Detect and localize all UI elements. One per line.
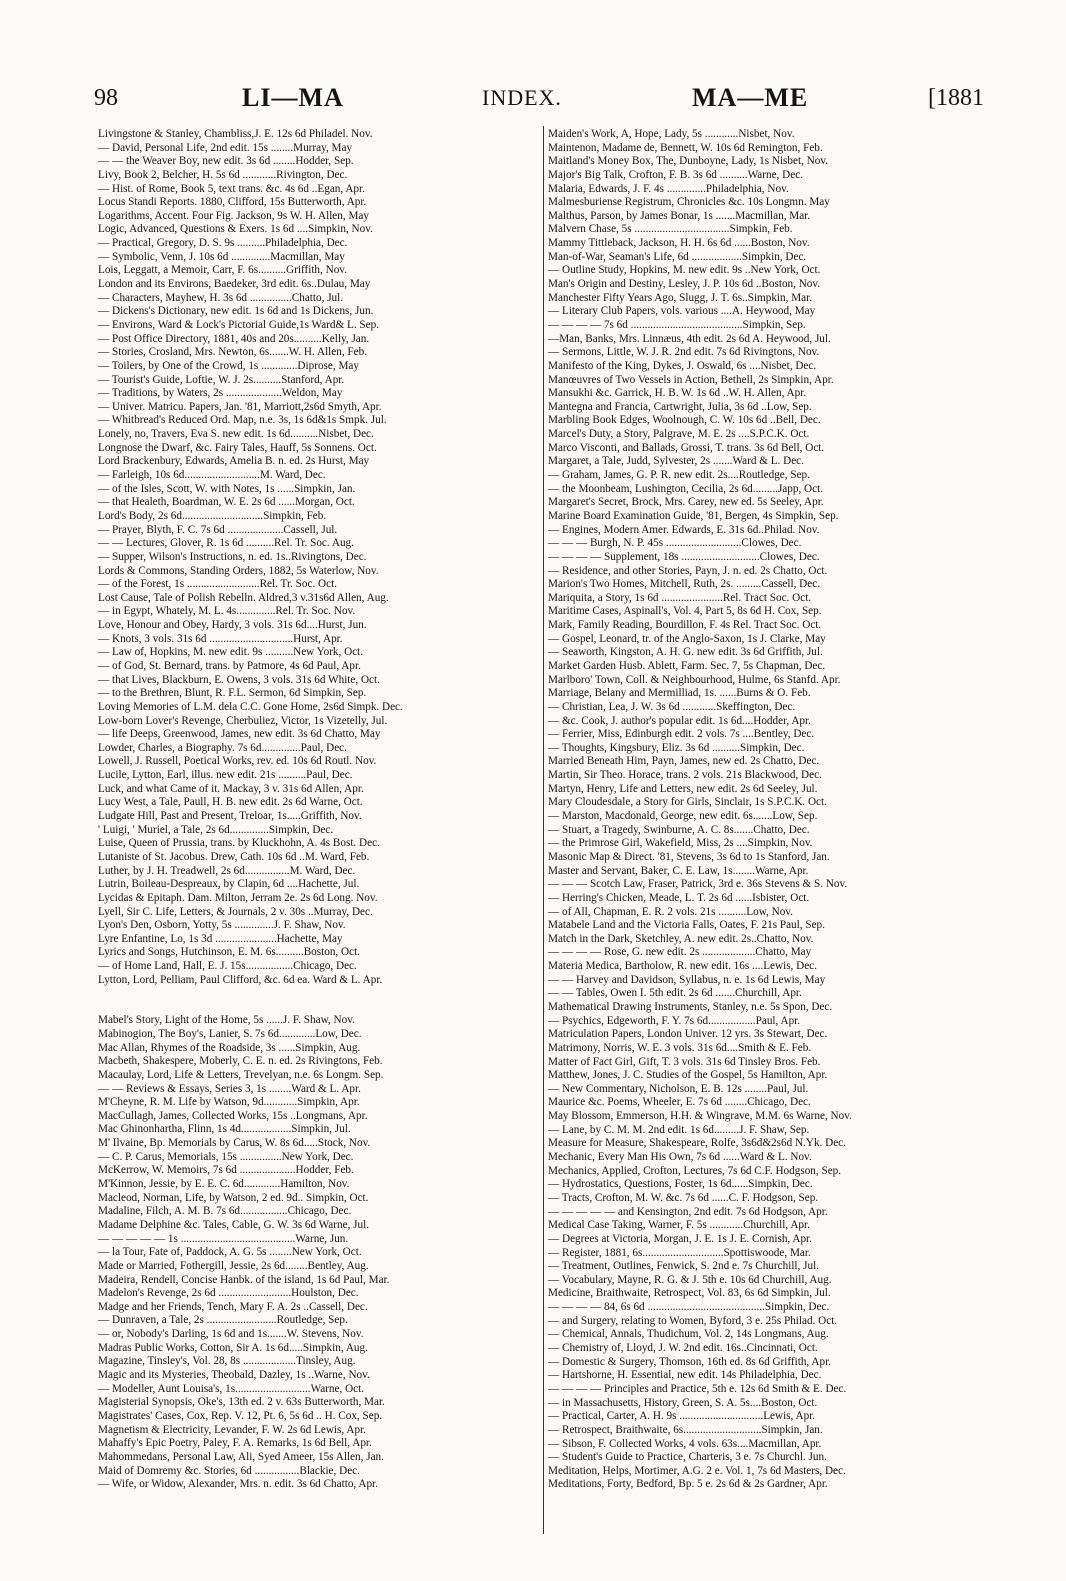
index-entry: — Sermons, Little, W. J. R. 2nd edit. 7s 6d Rivingtons, Nov. (548, 346, 820, 359)
index-entry: Master and Servant, Baker, C. E. Law, 1s........Warne, Apr. (548, 864, 809, 877)
index-entry: — — the Weaver Boy, new edit. 3s 6d ........Hodder, Sep. (98, 155, 354, 168)
index-entry: — Wife, or Widow, Alexander, Mrs. n. edit. 3s 6d Chatto, Apr. (98, 1478, 378, 1491)
index-entry: Mariquita, a Story, 1s 6d ......................Rel. Tract Soc. Oct. (548, 591, 812, 604)
index-entry: Love, Honour and Obey, Hardy, 3 vols. 31s 6d....Hurst, Jun. (98, 619, 367, 632)
index-entry: — — Tables, Owen I. 5th edit. 2s 6d .......Churchill, Apr. (548, 987, 802, 1000)
page-number: 98 (94, 85, 118, 111)
index-entry: — Ferrier, Miss, Edinburgh edit. 2 vols. 7s ....Bentley, Dec. (548, 728, 815, 741)
index-entry: — Toilers, by One of the Crowd, 1s .............Diprose, May (98, 359, 359, 372)
index-entry: — Herring's Chicken, Meade, L. T. 2s 6d ......Isbister, Oct. (548, 891, 810, 904)
index-entry: Madge and her Friends, Tench, Mary F. A. 2s ..Cassell, Dec. (98, 1300, 368, 1313)
index-entry: Mabel's Story, Light of the Home, 5s ......J. F. Shaw, Nov. (98, 1014, 355, 1027)
index-entry: Medical Case Taking, Warner, F. 5s ............Churchill, Apr. (548, 1219, 810, 1232)
index-entry: McKerrow, W. Memoirs, 7s 6d ....................Hodder, Feb. (98, 1164, 354, 1177)
left-column-bottom-block (98, 1014, 538, 1491)
index-entry: Maitland's Money Box, The, Dunboyne, Lady, 1s Nisbet, Nov. (548, 155, 829, 168)
index-entry: Logic, Advanced, Questions & Exers. 1s 6d ....Simpkin, Nov. (98, 223, 373, 236)
index-entry: — Register, 1881, 6s.............................Spottiswoode, Mar. (548, 1246, 811, 1259)
index-entry: Lois, Leggatt, a Memoir, Carr, F. 6s..........Griffith, Nov. (98, 264, 347, 277)
index-entry: Maurice &c. Poems, Wheeler, E. 7s 6d ........Chicago, Dec. (548, 1096, 811, 1109)
index-entry: — — Lectures, Glover, R. 1s 6d ..........Rel. Tr. Soc. Aug. (98, 537, 354, 550)
index-entry: Martin, Sir Theo. Horace, trans. 2 vols. 21s Blackwood, Dec. (548, 769, 822, 782)
index-entry: — — — — Supplement, 18s ............................Clowes, Dec. (548, 550, 820, 563)
index-entry: Malmesburiense Registrum, Chronicles &c. 10s Longmn. May (548, 196, 830, 209)
index-entry: Livy, Book 2, Belcher, H. 5s 6d ............Rivington, Dec. (98, 168, 348, 181)
index-entry: Mabinogion, The Boy's, Lanier, S. 7s 6d.............Low, Dec. (98, 1028, 362, 1040)
index-entry: — and Surgery, relating to Women, Byford, 3 e. 25s Philad. Oct. (548, 1314, 838, 1327)
index-entry: Marlboro' Town, Coll. & Neighbourhood, Hulme, 6s Stanfd. Apr. (548, 673, 841, 686)
index-entry: Madeira, Rendell, Concise Hanbk. of the island, 1s 6d Paul, Mar. (98, 1273, 390, 1286)
index-entry: — Dunraven, a Tale, 2s .........................Routledge, Sep. (98, 1314, 348, 1327)
index-entry: Mac Ghinonhartha, Flinn, 1s 4d..................Simpkin, Jul. (98, 1123, 351, 1136)
left-column (98, 128, 538, 1492)
index-entry: — Psychics, Edgeworth, F. Y. 7s 6d.................Paul, Apr. (548, 1014, 801, 1027)
index-entry: Mary Cloudesdale, a Story for Girls, Sinclair, 1s S.P.C.K. Oct. (548, 796, 827, 809)
index-entry: — — — — — 1s .........................................Warne, Jun. (98, 1232, 349, 1245)
index-entry: Madame Delphine &c. Tales, Cable, G. W. 3s 6d Warne, Jul. (98, 1218, 370, 1231)
right-range-heading: MA—ME (692, 83, 809, 112)
index-entry: — that Healeth, Boardman, W. E. 2s 6d ......Morgan, Oct. (98, 496, 355, 509)
index-entry: Lyre Enfantine, Lo, 1s 3d ......................Hachette, May (98, 932, 343, 945)
index-entry: — Vocabulary, Mayne, R. G. & J. 5th e. 10s 6d Churchill, Aug. (548, 1273, 832, 1286)
index-entry: Magazine, Tinsley's, Vol. 28, 8s ...................Tinsley, Aug. (98, 1355, 356, 1368)
right-column (548, 128, 994, 1492)
index-entry: Malthus, Parson, by James Bonar, 1s .......Macmillan, Mar. (548, 209, 811, 222)
index-entry: Macaulay, Lord, Life & Letters, Trevelyan, n.e. 6s Longm. Sep. (98, 1068, 384, 1081)
index-entry: — Graham, James, G. P. R. new edit. 2s....Routledge, Sep. (548, 469, 810, 482)
index-entry: Man's Origin and Destiny, Lesley, J. P. 10s 6d ..Boston, Nov. (548, 278, 821, 291)
index-entry: Magic and its Mysteries, Theobald, Dazley, 1s ..Warne, Nov. (98, 1369, 370, 1382)
index-entry: — Symbolic, Venn, J. 10s 6d ..............Macmillan, May (98, 250, 345, 263)
index-entry: Lutrin, Boileau-Despreaux, by Clapin, 6d ....Hachette, Jul. (98, 878, 360, 891)
index-entry: Luck, and what Came of it. Mackay, 3 v. 31s 6d Allen, Apr. (98, 782, 364, 795)
index-entry: — Treatment, Outlines, Fenwick, S. 2nd e. 7s Churchill, Jul. (548, 1260, 819, 1273)
index-entry: — Whitbread's Reduced Ord. Map, n.e. 3s, 1s 6d&1s Smpk. Jul. (98, 414, 387, 427)
index-entry: — Marston, Macdonald, George, new edit. 6s.......Low, Sep. (548, 810, 818, 823)
index-entry: — Tourist's Guide, Loftie, W. J. 2s..........Stanford, Apr. (98, 373, 345, 386)
index-entry: — Engines, Modern Amer. Edwards, E. 31s 6d..Philad. Nov. (548, 523, 820, 536)
index-entry: — Sibson, F. Collected Works, 4 vols. 63s....Macmillan, Apr. (548, 1437, 822, 1450)
index-entry: Margaret, a Tale, Judd, Sylvester, 2s .......Ward & L. Dec. (548, 455, 804, 468)
index-entry: Mammy Tittleback, Jackson, H. H. 6s 6d ......Boston, Nov. (548, 237, 810, 250)
index-entry: Masonic Map & Direct. '81, Stevens, 3s 6d to 1s Stanford, Jan. (548, 850, 830, 863)
index-entry: — Dickens's Dictionary, new edit. 1s 6d and 1s Dickens, Jun. (98, 305, 374, 318)
section-gap (98, 987, 538, 1014)
index-entry: — Student's Guide to Practice, Charteris, 3 e. 7s Churchl. Jun. (548, 1451, 827, 1464)
index-entry: — Practical, Gregory, D. S. 9s ..........Philadelphia, Dec. (98, 237, 348, 250)
index-entry: — Residence, and other Stories, Payn, J. n. ed. 2s Chatto, Oct. (548, 564, 828, 577)
index-entry: Lycidas & Epitaph. Dam. Milton, Jerram 2e. 2s 6d Long. Nov. (98, 891, 378, 904)
index-entry: — that Lives, Blackburn, E. Owens, 3 vols. 31s 6d White, Oct. (98, 673, 380, 686)
index-entry: — — Harvey and Davidson, Syllabus, n. e. 1s 6d Lewis, May (548, 973, 826, 986)
index-entry: Manœuvres of Two Vessels in Action, Bethell, 2s Simpkin, Apr. (548, 373, 834, 386)
index-entry: — C. P. Carus, Memorials, 15s ...............New York, Dec. (98, 1150, 354, 1163)
index-entry: — — — — — and Kensington, 2nd edit. 7s 6d Hodgson, Apr. (548, 1205, 828, 1218)
index-entry: — Prayer, Blyth, F. C. 7s 6d ....................Cassell, Jul. (98, 523, 338, 536)
index-entry: Man-of-War, Seaman's Life, 6d ..................Simpkin, Dec. (548, 250, 807, 263)
index-entry: — Traditions, by Waters, 2s ....................Weldon, May (98, 387, 343, 400)
index-entry: Mantegna and Francia, Cartwright, Julia, 3s 6d ..Low, Sep. (548, 400, 812, 413)
index-entry: — the Moonbeam, Lushington, Cecilia, 2s 6d.........Japp, Oct. (548, 482, 823, 495)
index-entry: Maintenon, Madame de, Bennett, W. 10s 6d Remington, Feb. (548, 141, 823, 154)
index-entry: — David, Personal Life, 2nd edit. 15s ........Murray, May (98, 141, 353, 154)
index-entry: Lowell, J. Russell, Poetical Works, rev. ed. 10s 6d Routl. Nov. (98, 755, 377, 768)
index-entry: Maiden's Work, A, Hope, Lady, 5s ............Nisbet, Nov. (548, 128, 795, 140)
column-divider (543, 126, 544, 1534)
index-entry: Marion's Two Homes, Mitchell, Ruth, 2s. .........Cassell, Dec. (548, 578, 820, 591)
index-entry: May Blossom, Emmerson, H.H. & Wingrave, M.M. 6s Warne, Nov. (548, 1110, 852, 1123)
index-entry: — — — Scotch Law, Fraser, Patrick, 3rd e. 36s Stevens & S. Nov. (548, 878, 848, 891)
index-entry: Marriage, Belany and Mermilliad, 1s. ......Burns & O. Feb. (548, 687, 811, 700)
index-entry: ' Luigi, ' Muriel, a Tale, 2s 6d..............Simpkin, Dec. (98, 823, 334, 836)
index-entry: — in Massachusetts, History, Green, S. A. 5s....Boston, Oct. (548, 1396, 818, 1409)
index-entry: Maid of Domremy &c. Stories, 6d ................Blackie, Dec. (98, 1464, 360, 1477)
index-entry: — Stuart, a Tragedy, Swinburne, A. C. 8s.......Chatto, Dec. (548, 823, 810, 836)
index-entry: Made or Married, Fothergill, Jessie, 2s 6d........Bentley, Aug. (98, 1259, 369, 1272)
index-entry: — Outline Study, Hopkins, M. new edit. 9s ..New York, Oct. (548, 264, 821, 277)
left-column-top-block (98, 128, 538, 987)
index-entry: Major's Big Talk, Crofton, F. B. 3s 6d ..........Warne, Dec. (548, 168, 803, 181)
index-entry: — New Commentary, Nicholson, E. B. 12s ........Paul, Jul. (548, 1082, 809, 1095)
index-entry: Match in the Dark, Sketchley, A. new edit. 2s..Chatto, Nov. (548, 932, 814, 945)
index-entry: Meditation, Helps, Mortimer, A.G. 2 e. Vol. 1, 7s 6d Masters, Dec. (548, 1464, 846, 1477)
index-entry: — the Primrose Girl, Wakefield, Miss, 2s ....Simpkin, Nov. (548, 837, 813, 850)
index-entry: — Seaworth, Kingston, A. H. G. new edit. 3s 6d Griffith, Jul. (548, 646, 823, 659)
index-entry: M' Ilvaine, Bp. Memorials by Carus, W. 8s 6d.....Stock, Nov. (98, 1137, 371, 1150)
index-entry: — or, Nobody's Darling, 1s 6d and 1s.......W. Stevens, Nov. (98, 1328, 364, 1341)
index-entry: — of God, St. Bernard, trans. by Patmore, 4s 6d Paul, Apr. (98, 659, 361, 672)
index-entry: Madras Public Works, Cotton, Sir A. 1s 6d.....Simpkin, Aug. (98, 1341, 368, 1354)
index-entry: Matrimony, Norris, W. E. 3 vols. 31s 6d....Smith & E. Feb. (548, 1041, 812, 1054)
index-entry: Livingstone & Stanley, Chambliss,J. E. 12s 6d Philadel. Nov. (98, 128, 373, 140)
index-entry: Loving Memories of L.M. dela C.C. Gone Home, 2s6d Simpk. Dec. (98, 700, 403, 713)
index-entry: Malaria, Edwards, J. F. 4s ..............Philadelphia, Nov. (548, 182, 789, 195)
index-entry: — Knots, 3 vols. 31s 6d ..............................Hurst, Apr. (98, 632, 343, 645)
index-entry: Ludgate Hill, Past and Present, Treloar, 1s.....Griffith, Nov. (98, 810, 362, 823)
index-entry: Madaline, Filch, A. M. B. 7s 6d.................Chicago, Dec. (98, 1205, 352, 1218)
index-entry: — of All, Chapman, E. R. 2 vols. 21s ..........Low, Nov. (548, 905, 793, 918)
right-column-block (548, 128, 994, 1492)
index-entry: Lowder, Charles, a Biography. 7s 6d..............Paul, Dec. (98, 741, 347, 754)
index-entry: Lonely, no, Travers, Eva S. new edit. 1s 6d..........Nisbet, Dec. (98, 428, 374, 441)
index-entry: Lyell, Sir C. Life, Letters, & Journals, 2 v. 30s ..Murray, Dec. (98, 905, 373, 918)
page-header (94, 78, 992, 118)
index-entry: — of the Forest, 1s ..........................Rel. Tr. Soc. Oct. (98, 578, 337, 591)
index-entry: — — — — Rose, G. new edit. 2s ...................Chatto, May (548, 946, 812, 959)
index-entry: Lucy West, a Tale, Paull, H. B. new edit. 2s 6d Warne, Oct. (98, 796, 363, 809)
index-entry: Matriculation Papers, London Univer. 12 yrs. 3s Stewart, Dec. (548, 1028, 828, 1041)
index-entry: Longnose the Dwarf, &c. Fairy Tales, Hauff, 5s Sonnens. Oct. (98, 441, 377, 454)
index-entry: Marco Visconti, and Ballads, Grossi, T. trans. 3s 6d Bell, Oct. (548, 441, 825, 454)
index-entry: — Thoughts, Kingsbury, Eliz. 3s 6d ..........Simpkin, Dec. (548, 741, 805, 754)
index-entry: Magistrates' Cases, Cox, Rep. V. 12, Pt. 6, 5s 6d .. H. Cox, Sep. (98, 1409, 383, 1422)
index-entry: Matter of Fact Girl, Gift, T. 3 vols. 31s 6d Tinsley Bros. Feb. (548, 1055, 821, 1068)
index-entry: — — — — 7s 6d ........................................Simpkin, Sep. (548, 318, 806, 331)
index-entry: Manchester Fifty Years Ago, Slugg, J. T. 6s..Simpkin, Mar. (548, 291, 813, 304)
year-marker: [1881 (928, 85, 984, 111)
index-entry: Lords & Commons, Standing Orders, 1882, 5s Waterlow, Nov. (98, 564, 379, 577)
index-entry: Margaret's Secret, Brock, Mrs. Carey, new ed. 5s Seeley, Apr. (548, 496, 824, 509)
index-entry: Materia Medica, Bartholow, R. new edit. 16s ....Lewis, Dec. (548, 960, 817, 973)
index-entry: Lucile, Lytton, Earl, illus. new edit. 21s ..........Paul, Dec. (98, 769, 353, 782)
index-entry: Low-born Lover's Revenge, Cherbuliez, Victor, 1s Vizetelly, Jul. (98, 714, 388, 727)
index-entry: Matabele Land and the Victoria Falls, Oates, F. 21s Paul, Sep. (548, 919, 825, 932)
index-entry: — Stories, Crosland, Mrs. Newton, 6s.......W. H. Allen, Feb. (98, 346, 368, 359)
index-entry: London and its Environs, Baedeker, 3rd edit. 6s..Dulau, May (98, 278, 371, 291)
index-entry: — Lane, by C. M. M. 2nd edit. 1s 6d.........J. F. Shaw, Sep. (548, 1123, 810, 1136)
index-entry: Measure for Measure, Shakespeare, Rolfe, 3s6d&2s6d N.Yk. Dec. (548, 1137, 846, 1150)
index-entry: — Domestic & Surgery, Thomson, 16th ed. 8s 6d Griffith, Apr. (548, 1355, 831, 1368)
index-entry: Marbling Book Edges, Woolnough, C. W. 10s 6d ..Bell, Dec. (548, 414, 821, 427)
index-entry: Logarithms, Accent. Four Fig. Jackson, 9s W. H. Allen, May (98, 209, 369, 222)
index-entry: — Chemical, Annals, Thudichum, Vol. 2, 14s Longmans, Aug. (548, 1328, 829, 1341)
index-entry: — Hist. of Rome, Book 5, text trans. &c. 4s 6d ..Egan, Apr. (98, 182, 365, 195)
index-entry: Macleod, Norman, Life, by Watson, 2 ed. 9d.. Simpkin, Oct. (98, 1191, 369, 1204)
index-entry: — la Tour, Fate of, Paddock, A. G. 5s ........New York, Oct. (98, 1246, 362, 1259)
index-entry: Magnetism & Electricity, Levander, F. W. 2s 6d Lewis, Apr. (98, 1423, 366, 1436)
index-entry: — Gospel, Leonard, tr. of the Anglo-Saxon, 1s J. Clarke, May (548, 632, 826, 645)
index-entry: Lyon's Den, Osborn, Yotty, 5s ..............J. F. Shaw, Nov. (98, 919, 346, 932)
index-entry: — to the Brethren, Blunt, R. F.L. Sermon, 6d Simpkin, Sep. (98, 687, 367, 700)
index-entry: —Man, Banks, Mrs. Linnæus, 4th edit. 2s 6d A. Heywood, Jul. (548, 332, 831, 345)
index-entry: Marcel's Duty, a Story, Palgrave, M. E. 2s ....S.P.C.K. Oct. (548, 428, 810, 441)
index-entry: Mechanic, Every Man His Own, 7s 6d ......Ward & L. Nov. (548, 1151, 812, 1164)
index-entry: — Supper, Wilson's Instructions, n. ed. 1s..Rivingtons, Dec. (98, 550, 367, 563)
index-entry: — Univer. Matricu. Papers, Jan. '81, Marriott,2s6d Smyth, Apr. (98, 400, 382, 413)
index-entry: Magisterial Synopsis, Oke's, 13th ed. 2 v. 63s Butterworth, Mar. (98, 1396, 385, 1409)
index-entry: — — Reviews & Essays, Series 3, 1s ........Ward & L. Apr. (98, 1082, 361, 1095)
index-entry: Mark, Family Reading, Bourdillon, F. 4s Rel. Tract Soc. Oct. (548, 619, 822, 632)
index-entry: Lyrics and Songs, Hutchinson, E. M. 6s..........Boston, Oct. (98, 946, 360, 959)
index-entry: M'Cheyne, R. M. Life by Watson, 9d............Simpkin, Apr. (98, 1096, 360, 1109)
index-entry: — Modeller, Aunt Louisa's, 1s...........................Warne, Oct. (98, 1382, 365, 1395)
index-entry: Luise, Queen of Prussia, trans. by Kluckhohn, A. 4s Bost. Dec. (98, 837, 380, 850)
index-entry: Medicine, Braithwaite, Retrospect, Vol. 83, 6s 6d Simpkin, Jul. (548, 1287, 831, 1300)
index-entry: Manifesto of the King, Dykes, J. Oswald, 6s ....Nisbet, Dec. (548, 359, 817, 372)
index-entry: Mac Allan, Rhymes of the Roadside, 3s ......Simpkin, Aug. (98, 1041, 361, 1054)
index-entry: — of Home Land, Hall, E. J. 15s.................Chicago, Dec. (98, 960, 357, 973)
index-entry: Mathematical Drawing Instruments, Stanley, n.e. 5s Spon, Dec. (548, 1001, 833, 1013)
index-entry: — of the Isles, Scott, W. with Notes, 1s ......Simpkin, Jan. (98, 482, 356, 495)
index-entry: — Practical, Carter, A. H. 9s ..............................Lewis, Apr. (548, 1410, 816, 1423)
index-entry: Mahommedans, Personal Law, Ali, Syed Ameer, 15s Allen, Jan. (98, 1450, 384, 1463)
index-entry: — Christian, Lea, J. W. 3s 6d ............Skeffington, Dec. (548, 700, 796, 713)
index-entry: — — — — Principles and Practice, 5th e. 12s 6d Smith & E. Dec. (548, 1382, 847, 1395)
index-entry: Married Beneath Him, Payn, James, new ed. 2s Chatto, Dec. (548, 755, 820, 768)
index-entry: — Degrees at Victoria, Morgan, J. E. 1s J. E. Cornish, Apr. (548, 1232, 812, 1245)
index-entry: Macbeth, Shakespere, Moberly, C. E. n. ed. 2s Rivingtons, Feb. (98, 1055, 383, 1068)
index-entry: Market Garden Husb. Ablett, Farm. Sec. 7, 5s Chapman, Dec. (548, 659, 826, 672)
index-entry: Mechanics, Applied, Crofton, Lectures, 7s 6d C.F. Hodgson, Sep. (548, 1164, 842, 1177)
index-entry: Lord Brackenbury, Edwards, Amelia B. n. ed. 2s Hurst, May (98, 455, 370, 468)
index-entry: — Characters, Mayhew, H. 3s 6d ...............Chatto, Jul. (98, 291, 344, 304)
index-entry: — — — Burgh, N. P. 45s ...........................Clowes, Dec. (548, 537, 802, 550)
index-entry: — Tracts, Crofton, M. W. &c. 7s 6d ......C. F. Hodgson, Sep. (548, 1191, 819, 1204)
index-entry: — Hartshorne, H. Essential, new edit. 14s Philadelphia, Dec. (548, 1369, 822, 1382)
index-entry: — &c. Cook, J. author's popular edit. 1s 6d....Hodder, Apr. (548, 714, 811, 727)
index-entry: Maritime Cases, Aspinall's, Vol. 4, Part 5, 8s 6d H. Cox, Sep. (548, 605, 822, 618)
index-entry: Madelon's Revenge, 2s 6d ..........................Houlston, Dec. (98, 1287, 359, 1300)
index-entry: — Law of, Hopkins, M. new edit. 9s ..........New York, Oct. (98, 646, 364, 659)
index-entry: Lord's Body, 2s 6d.............................Simpkin, Feb. (98, 509, 327, 522)
left-range-heading: LI—MA (242, 83, 344, 112)
index-entry: Lutaniste of St. Jacobus. Drew, Cath. 10s 6d ..M. Ward, Feb. (98, 850, 370, 863)
index-entry: — — — — 84, 6s 6d ..........................................Simpkin, Dec. (548, 1301, 830, 1314)
index-entry: — in Egypt, Whately, M. L. 4s..............Rel. Tr. Soc. Nov. (98, 605, 356, 618)
index-entry: Locus Standi Reports. 1880, Clifford, 15s Butterworth, Apr. (98, 196, 367, 209)
index-entry: — life Deeps, Greenwood, James, new edit. 3s 6d Chatto, May (98, 728, 381, 741)
index-entry: MacCullagh, James, Collected Works, 15s ..Longmans, Apr. (98, 1109, 368, 1122)
index-entry: — Hydrostatics, Questions, Foster, 1s 6d......Simpkin, Dec. (548, 1178, 813, 1191)
index-entry: Lost Cause, Tale of Polish Rebelln. Aldred,3 v.31s6d Allen, Aug. (98, 591, 389, 604)
index-entry: — Farleigh, 10s 6d...........................M. Ward, Dec. (98, 469, 326, 482)
index-entry: — Chemistry of, Lloyd, J. W. 2nd edit. 16s..Cincinnati, Oct. (548, 1342, 818, 1355)
index-entry: Meditations, Forty, Bedford, Bp. 5 e. 2s 6d & 2s Gardner, Apr. (548, 1478, 828, 1491)
index-entry: — Post Office Directory, 1881, 40s and 20s..........Kelly, Jan. (98, 332, 370, 345)
index-entry: Mansukhi &c. Garrick, H. B. W. 1s 6d ..W. H. Allen, Apr. (548, 387, 807, 400)
index-entry: Martyn, Henry, Life and Letters, new edit. 2s 6d Seeley, Jul. (548, 782, 818, 795)
index-entry: Lytton, Lord, Pelliam, Paul Clifford, &c. 6d ea. Ward & L. Apr. (98, 973, 383, 986)
index-entry: Malvern Chase, 5s ..................................Simpkin, Feb. (548, 223, 793, 236)
index-entry: Luther, by J. H. Treadwell, 2s 6d................M. Ward, Dec. (98, 864, 356, 877)
index-entry: Marine Board Examination Guide, '81, Bergen, 4s Simpkin, Sep. (548, 509, 839, 522)
index-entry: — Environs, Ward & Lock's Pictorial Guide,1s Ward& L. Sep. (98, 318, 380, 331)
index-entry: Matthew, Jones, J. C. Studies of the Gospel, 5s Hamilton, Apr. (548, 1069, 828, 1082)
index-entry: M'Kinnon, Jessie, by E. E. C. 6d.............Hamilton, Nov. (98, 1178, 350, 1191)
index-entry: — Retrospect, Braithwaite, 6s............................Simpkin, Jan. (548, 1423, 823, 1436)
index-entry: Mahaffy's Epic Poetry, Paley, F. A. Remarks, 1s 6d Bell, Apr. (98, 1437, 372, 1450)
index-title: INDEX. (482, 85, 562, 110)
index-entry: — Literary Club Papers, vols. various ....A. Heywood, May (548, 305, 816, 318)
